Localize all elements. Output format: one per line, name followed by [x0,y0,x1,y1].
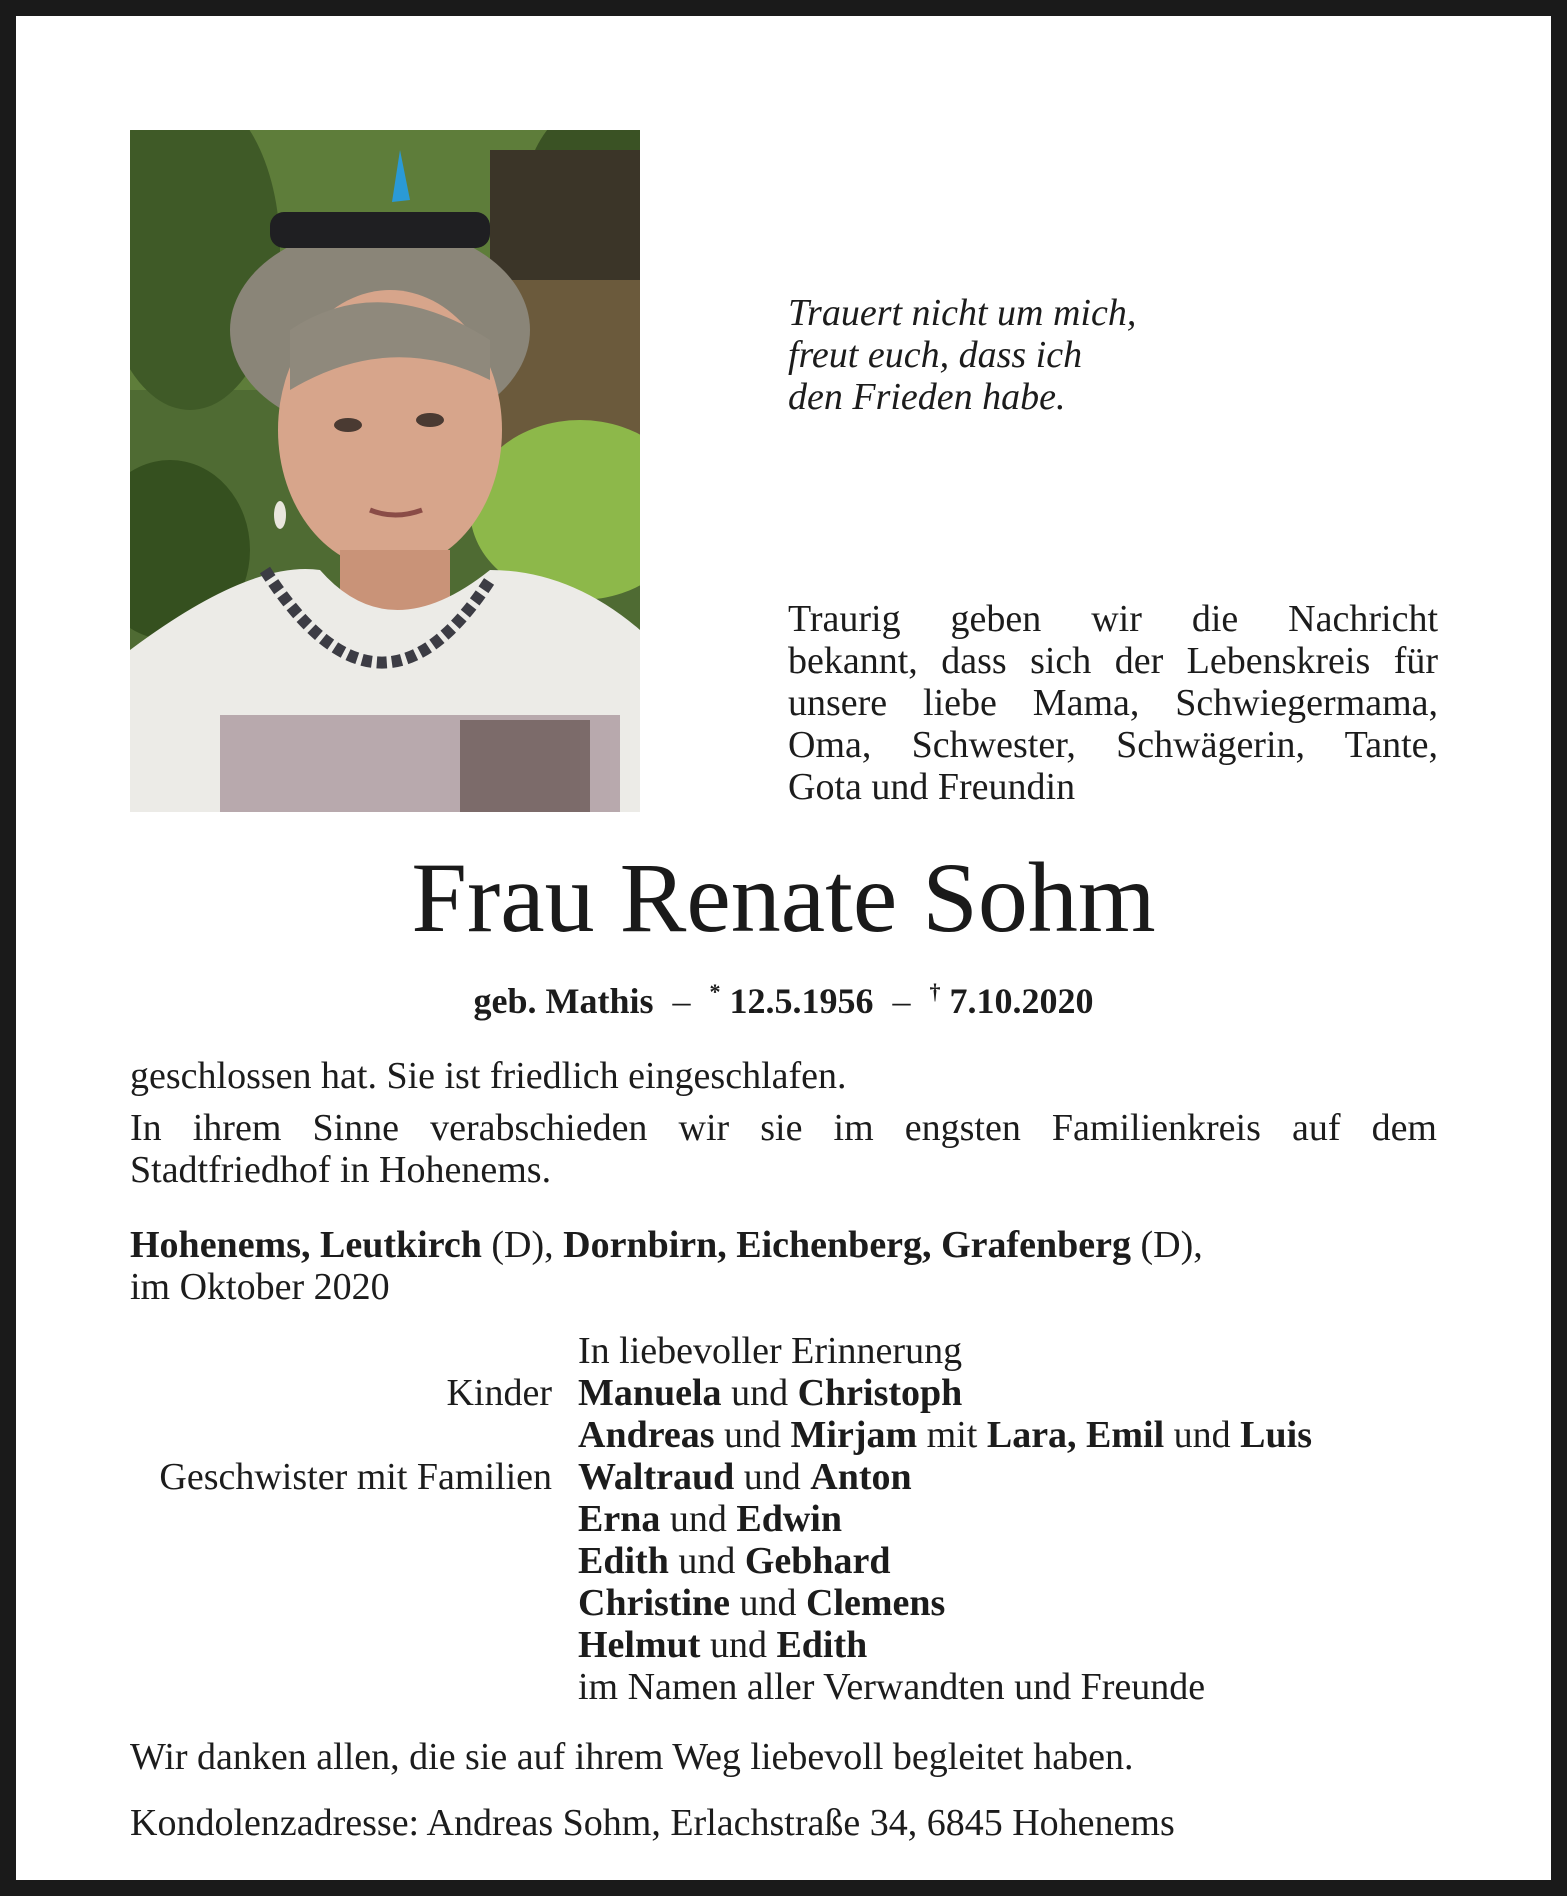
connector: und [669,1498,727,1540]
connector: und [739,1582,797,1624]
places-date: im Oktober 2020 [130,1266,390,1308]
birth-date: 12.5.1956 [729,981,874,1021]
death-date: 7.10.2020 [949,981,1094,1021]
birth-symbol: * [709,979,721,1004]
mourners-row [130,1624,1450,1666]
mourners-row [130,1582,1450,1624]
connector: und [731,1372,789,1414]
mourners-row [130,1330,1450,1372]
siblings-entry [578,1498,842,1540]
place-name: Leutkirch [320,1224,482,1266]
place-name: Grafenberg [941,1224,1132,1266]
mourner-name: Christoph [797,1372,963,1414]
mourner-name: Manuela [578,1372,722,1414]
death-symbol: † [929,979,941,1004]
quote-line: den Frieden habe. [788,376,1066,418]
connector: und [724,1414,782,1456]
mourners-header: In liebevoller Erinnerung [578,1330,963,1372]
mourners-row [130,1372,1450,1414]
mourner-name: Helmut [578,1624,701,1666]
condolence-address: Kondolenzadresse: Andreas Sohm, Erlachstraße 34, 6845 Hohenems [130,1802,1175,1844]
mourner-name: Edith [578,1540,669,1582]
life-dates [0,970,1567,1023]
place-suffix: (D), [1131,1224,1203,1266]
place-name: Dornbirn, [563,1224,727,1266]
connector: und [678,1540,736,1582]
intro-line: Gota und Freundin [788,766,1076,808]
mourner-name: Mirjam [790,1414,918,1456]
mourner-name: Edwin [736,1498,842,1540]
mourners-footer: im Namen aller Verwandten und Freunde [578,1666,1206,1708]
siblings-entry [578,1624,867,1666]
deceased-name: Frau Renate Sohm [411,842,1156,953]
body-line: In ihrem Sinne verabschieden wir sie im engsten Familienkreis auf dem [130,1107,1437,1149]
places-block [130,1224,1437,1308]
children-label: Kinder [446,1372,552,1414]
mourners-row [130,1456,1450,1498]
quote-line: Trauert nicht um mich, [788,292,1137,334]
mourner-name: Anton [810,1456,912,1498]
body-line: Stadtfriedhof in Hohenems. [130,1149,552,1191]
memorial-quote [788,292,1308,418]
intro-line: Oma, Schwester, Schwägerin, Tante, [788,724,1438,766]
birth-name: geb. Mathis [473,981,654,1021]
announcement-intro [788,598,1438,808]
mourner-name: Waltraud [578,1456,735,1498]
mourner-name: Gebhard [744,1540,891,1582]
mourner-name: Lara, Emil [986,1414,1165,1456]
place-name: Hohenems, [130,1224,311,1266]
mourner-name: Andreas [578,1414,715,1456]
mourners-row [130,1414,1450,1456]
mourners-row [130,1666,1450,1708]
mourner-name: Edith [776,1624,868,1666]
connector: und [1173,1414,1231,1456]
intro-line: Traurig geben wir die Nachricht [788,598,1438,640]
mourner-name: Christine [578,1582,730,1624]
dash: – [892,981,911,1021]
place-suffix: (D), [481,1224,554,1266]
mourner-name: Erna [578,1498,661,1540]
siblings-label: Geschwister mit Familien [159,1456,552,1498]
children-entry [578,1372,962,1414]
mourner-name: Clemens [806,1582,946,1624]
body-line: geschlossen hat. Sie ist friedlich eingeschlafen. [130,1055,847,1097]
intro-line: bekannt, dass sich der Lebenskreis für [788,640,1438,682]
connector: und [709,1624,767,1666]
connector: und [743,1456,801,1498]
connector: mit [926,1414,978,1456]
dash: – [672,981,691,1021]
mourners-row [130,1498,1450,1540]
mourner-name: Luis [1240,1414,1312,1456]
intro-line: unsere liebe Mama, Schwiegermama, [788,682,1438,724]
quote-line: freut euch, dass ich [788,334,1083,376]
mourners-block [130,1330,1450,1708]
thanks-line: Wir danken allen, die sie auf ihrem Weg liebevoll begleitet haben. [130,1736,1134,1778]
portrait-photo [130,130,640,812]
siblings-entry [578,1582,945,1624]
place-name: Eichenberg, [736,1224,932,1266]
body-text [130,1055,1437,1191]
siblings-entry [578,1456,912,1498]
places-line [130,1224,1437,1266]
siblings-entry [578,1540,891,1582]
mourners-row [130,1540,1450,1582]
children-entry [578,1414,1312,1456]
